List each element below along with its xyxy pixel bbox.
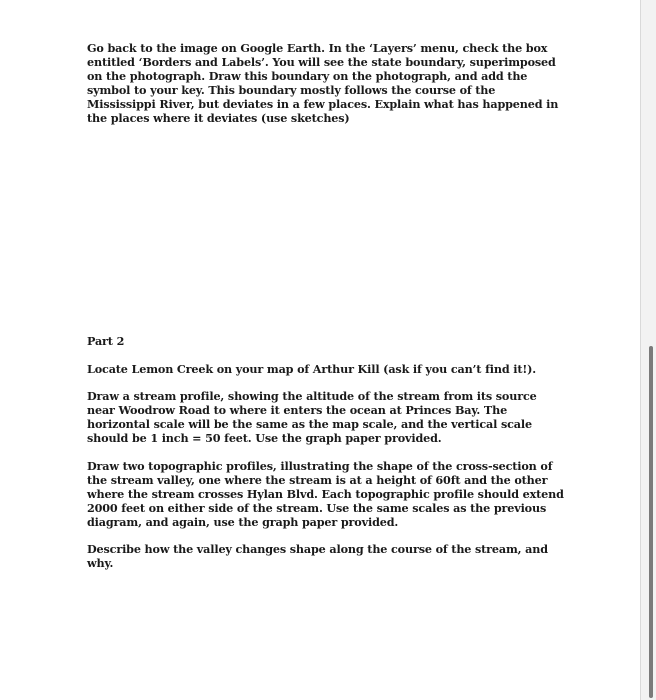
topographic-profiles-paragraph: Draw two topographic profiles, illustrating the shape of the cross-section of the stream valley, one where the stream is at a height of 60ft and the other where the stream crosses Hylan Blvd. Each topographic profile should extend 2000 feet on either side of the stream. Use the same scales as the previous diagram, and again, use the graph paper provided. bbox=[87, 458, 564, 529]
describe-valley-paragraph: Describe how the valley changes shape along the course of the stream, and why. bbox=[87, 542, 548, 571]
scrollbar[interactable] bbox=[649, 346, 653, 698]
part-2-heading: Part 2 bbox=[87, 334, 125, 348]
intro-paragraph: Go back to the image on Google Earth. In the ‘Layers’ menu, check the box entitled ‘Borders and Labels’. You will see the state boundary, superimposed on the photograph. Draw this boundary on the photograph, and add the symbol to your key. This boundary mostly follows the course of the Mississippi River, but deviates in a few places. Explain what has happened in the places where it deviates (use sketches) bbox=[87, 41, 559, 126]
part-2-section bbox=[87, 334, 567, 583]
stream-profile-paragraph: Draw a stream profile, showing the altitude of the stream from its source near Woodrow Road to where it enters the ocean at Princes Bay. The horizontal scale will be the same as the map scale, and the vertical scale should be 1 inch = 50 feet. Use the graph paper provided. bbox=[87, 389, 537, 446]
intro-section bbox=[87, 41, 567, 126]
locate-paragraph: Locate Lemon Creek on your map of Arthur Kill (ask if you can’t find it!). bbox=[87, 362, 536, 377]
